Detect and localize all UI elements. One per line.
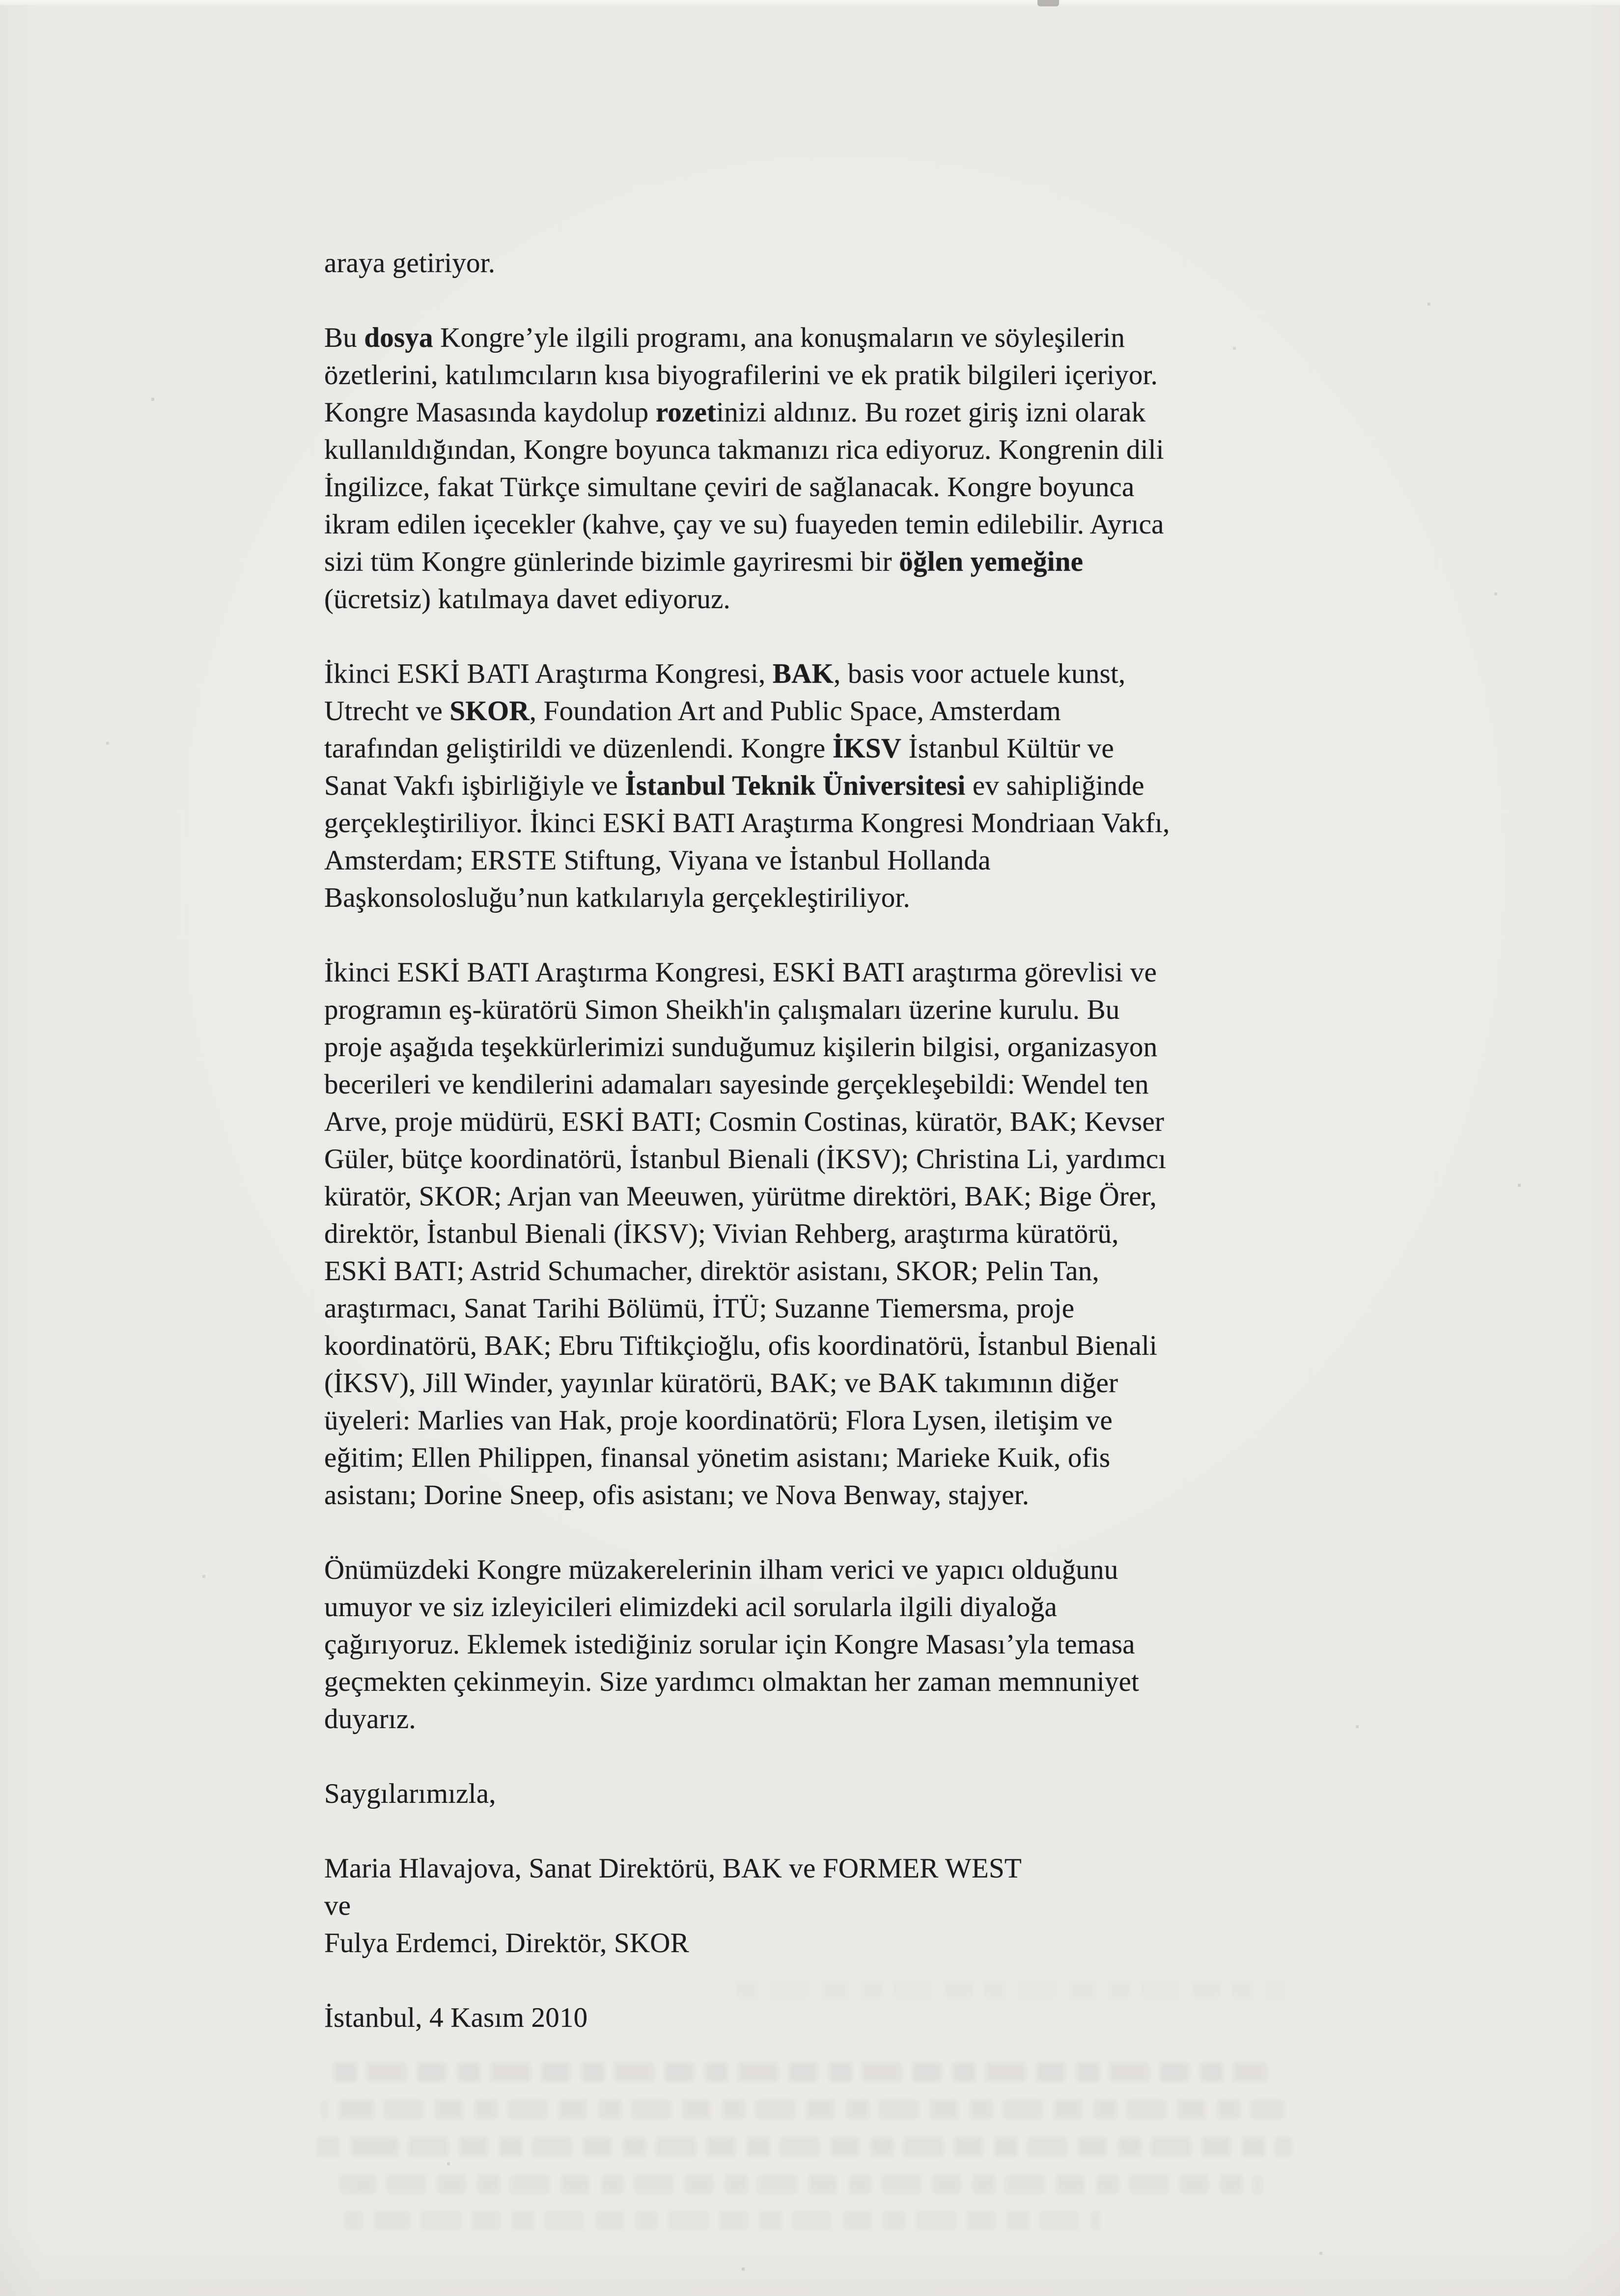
text-line xyxy=(324,1215,1331,1253)
text-segment: İkinci ESKİ BATI Araştırma Kongresi, ESKİ BATI araştırma görevlisi ve xyxy=(324,957,1157,988)
text-segment: İngilizce, fakat Türkçe simultane çeviri de sağlanacak. Kongre boyunca xyxy=(324,472,1135,503)
text-line xyxy=(324,1029,1331,1066)
paragraph-organizers xyxy=(324,655,1331,917)
bold-text-segment: İstanbul Teknik Üniversitesi xyxy=(625,770,966,801)
text-line xyxy=(324,655,1331,693)
text-line xyxy=(324,245,1331,282)
text-line xyxy=(324,469,1331,506)
text-line xyxy=(324,1178,1331,1215)
paragraph-acknowledgements xyxy=(324,954,1331,1514)
text-segment: İkinci ESKİ BATI Araştırma Kongresi, xyxy=(324,658,773,689)
scanner-edge-mark xyxy=(1037,0,1059,6)
scan-top-edge xyxy=(0,0,1620,6)
text-segment: , Foundation Art and Public Space, Amsterdam xyxy=(529,696,1061,727)
text-segment: proje aşağıda teşekkürlerimizi sunduğumuz kişilerin bilgisi, organizasyon xyxy=(324,1032,1158,1063)
text-segment: (ücretsiz) katılmaya davet ediyoruz. xyxy=(324,584,730,615)
text-segment: Saygılarımızla, xyxy=(324,1778,496,1809)
text-segment: programın eş-küratörü Simon Sheikh'in çalışmaları üzerine kurulu. Bu xyxy=(324,994,1120,1025)
text-line xyxy=(324,1925,1331,1962)
text-line xyxy=(324,1253,1331,1290)
dust-specks xyxy=(0,0,1,1)
text-segment: özetlerini, katılımcıların kısa biyografilerini ve ek pratik bilgileri içeriyor. xyxy=(324,360,1158,391)
text-segment: umuyor ve siz izleyicileri elimizdeki acil sorularla ilgili diyaloğa xyxy=(324,1592,1057,1623)
text-line xyxy=(324,357,1331,394)
show-through-ghost-line xyxy=(339,2174,1262,2194)
text-line xyxy=(324,319,1331,357)
paragraph-practical-info xyxy=(324,319,1331,618)
text-segment: araya getiriyor. xyxy=(324,248,496,279)
text-segment: duyarız. xyxy=(324,1704,416,1735)
text-line xyxy=(324,767,1331,805)
letter-text xyxy=(324,245,1331,2037)
text-segment: ESKİ BATI; Astrid Schumacher, direktör asistanı, SKOR; Pelin Tan, xyxy=(324,1256,1099,1287)
paragraph-closing xyxy=(324,1551,1331,1738)
text-segment: becerileri ve kendilerini adamaları sayesinde gerçekleşebildi: Wendel ten xyxy=(324,1069,1149,1100)
text-segment: Fulya Erdemci, Direktör, SKOR xyxy=(324,1928,689,1959)
text-line xyxy=(324,1402,1331,1439)
text-line xyxy=(324,506,1331,543)
bold-text-segment: rozet xyxy=(655,397,717,428)
show-through-ghost-line xyxy=(344,2211,1100,2230)
text-segment: üyeleri: Marlies van Hak, proje koordinatörü; Flora Lysen, iletişim ve xyxy=(324,1405,1113,1436)
text-line xyxy=(324,842,1331,879)
text-line xyxy=(324,1327,1331,1365)
text-segment: İstanbul Kültür ve xyxy=(901,733,1114,764)
text-line xyxy=(324,1439,1331,1477)
text-line xyxy=(324,431,1331,469)
text-line xyxy=(324,1066,1331,1103)
text-segment: kullanıldığından, Kongre boyunca takmanızı rica ediyoruz. Kongrenin dili xyxy=(324,434,1164,465)
text-segment: İstanbul, 4 Kasım 2010 xyxy=(324,2002,588,2033)
text-line xyxy=(324,879,1331,917)
bold-text-segment: BAK xyxy=(772,658,834,689)
text-segment: direktör, İstanbul Bienali (İKSV); Vivian Rehberg, araştırma küratörü, xyxy=(324,1218,1119,1249)
text-segment: Güler, bütçe koordinatörü, İstanbul Bienali (İKSV); Christina Li, yardımcı xyxy=(324,1144,1167,1175)
text-segment: tarafından geliştirildi ve düzenlendi. Kongre xyxy=(324,733,833,764)
text-line xyxy=(324,543,1331,581)
text-segment: asistanı; Dorine Sneep, ofis asistanı; ve Nova Benway, stajyer. xyxy=(324,1480,1030,1511)
show-through-ghost-line xyxy=(737,1980,1287,1999)
text-line xyxy=(324,1663,1331,1701)
text-segment: sizi tüm Kongre günlerinde bizimle gayriresmi bir xyxy=(324,546,899,577)
text-segment: Bu xyxy=(324,322,364,353)
text-line xyxy=(324,1701,1331,1738)
text-segment: inizi aldınız. Bu rozet giriş izni olarak xyxy=(716,397,1146,428)
text-line xyxy=(324,1551,1331,1589)
text-segment: araştırmacı, Sanat Tarihi Bölümü, İTÜ; Suzanne Tiemersma, proje xyxy=(324,1293,1075,1324)
paragraph-intro-continuation xyxy=(324,245,1331,282)
signature-block xyxy=(324,1850,1331,1962)
text-segment: gerçekleştiriliyor. İkinci ESKİ BATI Araştırma Kongresi Mondriaan Vakfı, xyxy=(324,808,1170,839)
paragraph-salutation xyxy=(324,1775,1331,1813)
bold-text-segment: dosya xyxy=(364,322,433,353)
text-line xyxy=(324,1365,1331,1402)
text-line xyxy=(324,1626,1331,1663)
text-line xyxy=(324,954,1331,991)
text-line xyxy=(324,805,1331,842)
text-line xyxy=(324,1477,1331,1514)
text-segment: Maria Hlavajova, Sanat Direktörü, BAK ve FORMER WEST xyxy=(324,1853,1022,1884)
text-line xyxy=(324,1589,1331,1626)
text-segment: , basis voor actuele kunst, xyxy=(834,658,1126,689)
text-segment: Sanat Vakfı işbirliğiyle ve xyxy=(324,770,625,801)
bold-text-segment: İKSV xyxy=(832,733,902,764)
text-line xyxy=(324,1290,1331,1327)
text-segment: Arve, proje müdürü, ESKİ BATI; Cosmin Costinas, küratör, BAK; Kevser xyxy=(324,1106,1165,1137)
text-line xyxy=(324,1887,1331,1925)
text-segment: ve xyxy=(324,1890,351,1921)
text-line xyxy=(324,730,1331,767)
text-line xyxy=(324,1141,1331,1178)
show-through-ghost-line xyxy=(322,2100,1285,2119)
text-line xyxy=(324,1999,1331,2037)
text-segment: koordinatörü, BAK; Ebru Tiftikçioğlu, ofis koordinatörü, İstanbul Bienali xyxy=(324,1330,1157,1361)
text-segment: ikram edilen içecekler (kahve, çay ve su) fuayeden temin edilebilir. Ayrıca xyxy=(324,509,1164,540)
text-segment: Önümüzdeki Kongre müzakerelerinin ilham verici ve yapıcı olduğunu xyxy=(324,1554,1118,1585)
text-segment: Amsterdam; ERSTE Stiftung, Viyana ve İstanbul Hollanda xyxy=(324,845,991,876)
text-line xyxy=(324,1103,1331,1141)
text-line xyxy=(324,394,1331,431)
text-line xyxy=(324,693,1331,730)
text-segment: çağırıyoruz. Eklemek istediğiniz sorular için Kongre Masası’yla temasa xyxy=(324,1629,1135,1660)
text-segment: küratör, SKOR; Arjan van Meeuwen, yürütme direktöri, BAK; Bige Örer, xyxy=(324,1181,1157,1212)
text-segment: eğitim; Ellen Philippen, finansal yönetim asistanı; Marieke Kuik, ofis xyxy=(324,1442,1111,1473)
text-line xyxy=(324,1850,1331,1887)
text-segment: Kongre Masasında kaydolup xyxy=(324,397,656,428)
show-through-ghost-line xyxy=(334,2062,1267,2082)
text-segment: Utrecht ve xyxy=(324,696,450,727)
bold-text-segment: öğlen yemeğine xyxy=(899,546,1084,577)
text-segment: Kongre’yle ilgili programı, ana konuşmaların ve söyleşilerin xyxy=(433,322,1125,353)
text-segment: geçmekten çekinmeyin. Size yardımcı olmaktan her zaman memnuniyet xyxy=(324,1666,1140,1697)
date-line xyxy=(324,1999,1331,2037)
bold-text-segment: SKOR xyxy=(449,696,530,727)
text-segment: Başkonsolosluğu’nun katkılarıyla gerçekleştiriliyor. xyxy=(324,882,910,913)
text-line xyxy=(324,581,1331,618)
show-through-ghost-line xyxy=(317,2137,1292,2156)
text-line xyxy=(324,1775,1331,1813)
text-line xyxy=(324,991,1331,1029)
text-segment: (İKSV), Jill Winder, yayınlar küratörü, BAK; ve BAK takımının diğer xyxy=(324,1368,1118,1399)
text-segment: ev sahipliğinde xyxy=(965,770,1145,801)
